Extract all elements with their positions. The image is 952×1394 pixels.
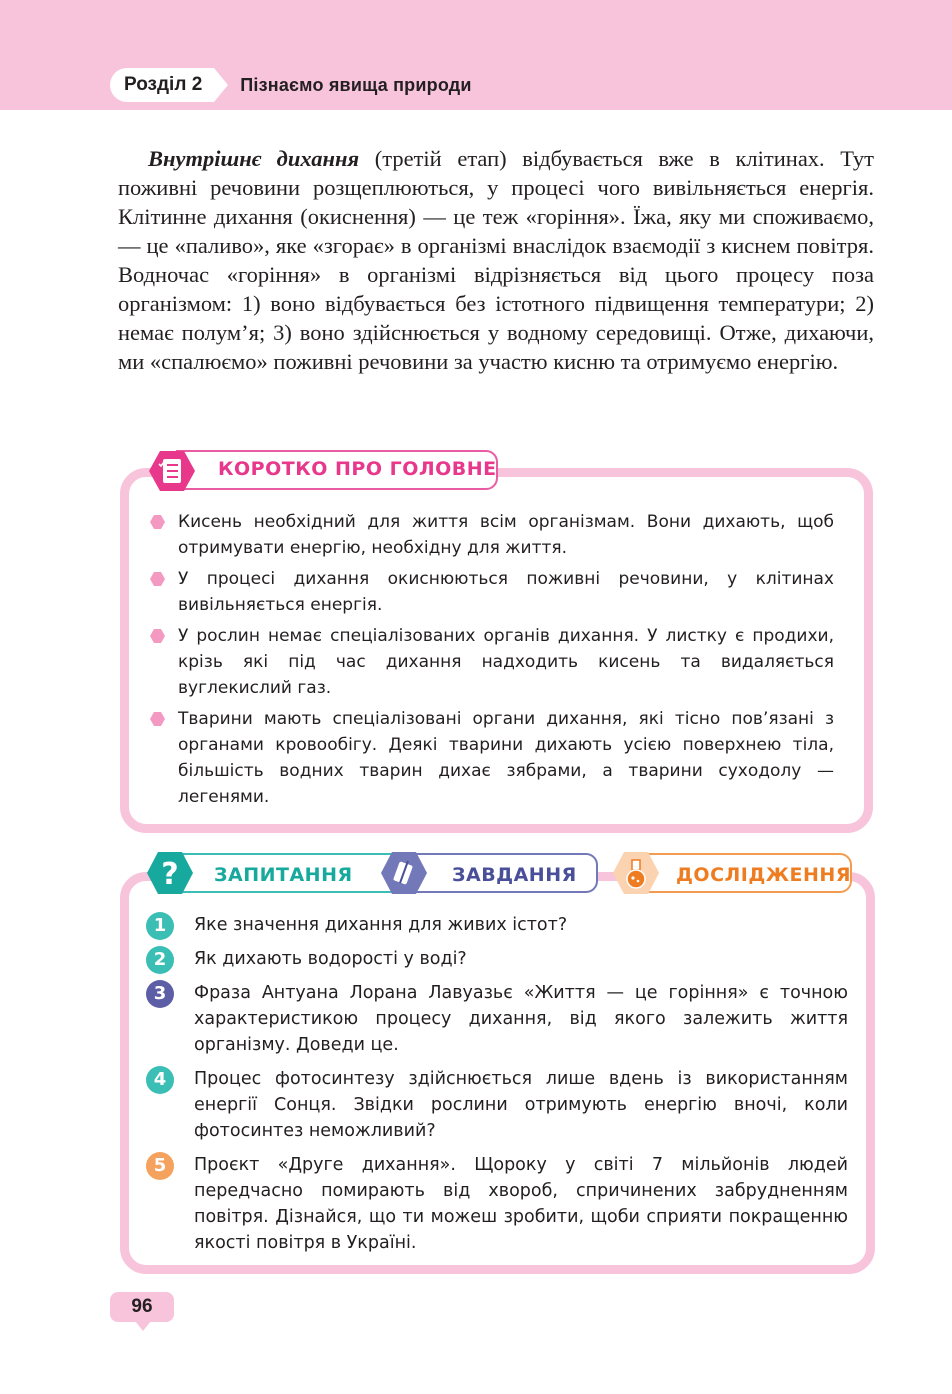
tab-tasks xyxy=(402,853,598,893)
question-mark-icon xyxy=(146,851,194,895)
question-text: Процес фотосинтезу здійснюється лише вдень із використанням енергії Сонця. Звідки рослини отримують енергію вночі, коли фотосинтез неможливий? xyxy=(194,1069,848,1141)
tasks-tabs xyxy=(146,851,856,895)
tab-questions-label: ЗАПИТАННЯ xyxy=(214,864,353,886)
question-text: Фраза Антуана Лорана Лавуазьє «Життя — це горіння» є точною характеристикою процесу дихання, від якого залежить життя організму. Доведи це. xyxy=(194,983,848,1055)
bullet-hexagon-icon xyxy=(150,712,165,726)
question-text: Як дихають водорості у воді? xyxy=(194,949,467,969)
question-text: Проєкт «Друге дихання». Щороку у світі 7 мільйонів людей передчасно помирають від хвороб, спричинених забрудненням повітря. Дізнайся, що ти можеш зробити, щоби сприяти покращенню якості повітря в Україні. xyxy=(194,1155,848,1253)
page-number: 96 xyxy=(110,1292,174,1322)
flask-icon xyxy=(612,851,660,895)
tab-research-label: ДОСЛІДЖЕННЯ xyxy=(676,864,851,886)
summary-item-text: У рослин немає спеціалізованих органів дихання. У листку є продихи, крізь які під час дихання надходить кисень та видаляється вуглекислий газ. xyxy=(178,626,834,698)
main-paragraph xyxy=(118,144,874,376)
summary-item-text: Тварини мають спеціалізовані органи дихання, які тісно пов’язані з органами кровообігу. Деякі тварини дихають усією поверхнею тіла, більшість водних тварин дихає зябрами, а тварини суходолу — легенями. xyxy=(178,709,834,807)
list-item xyxy=(150,706,834,810)
tab-tasks-label: ЗАВДАННЯ xyxy=(452,864,577,886)
section-breadcrumb xyxy=(110,68,472,102)
list-item xyxy=(150,509,834,561)
question-number: 4 xyxy=(146,1066,174,1094)
question-number: 5 xyxy=(146,1152,174,1180)
bullet-hexagon-icon xyxy=(150,572,165,586)
section-label: Розділ 2 xyxy=(110,68,214,102)
tasks-list xyxy=(146,912,848,1264)
section-title: Пізнаємо явища природи xyxy=(240,74,472,95)
summary-header xyxy=(148,450,498,490)
list-item xyxy=(146,912,848,938)
list-item xyxy=(150,566,834,618)
question-number: 1 xyxy=(146,912,174,940)
bullet-hexagon-icon xyxy=(150,629,165,643)
section-arrow xyxy=(214,68,228,102)
list-item xyxy=(150,623,834,701)
checklist-icon xyxy=(148,450,196,492)
main-paragraph-text: (третій етап) відбувається вже в клітинах. Тут поживні речовини розщеплюються, у процесі чого вивільняється енергія. Клітинне дихання (окиснення) — це теж «горіння». Їжа, яку ми споживаємо, — це «паливо», яке «згорає» в організмі внаслідок взаємодії з киснем повітря. Водночас «горіння» в організмі відрізняється від цього процесу поза організмом: 1) воно відбувається без істотного підвищення температури; 2) немає полум’я; 3) воно здійснюється у водному середовищі. Отже, дихаючи, ми «спалюємо» поживні речовини за участю кисню та отримуємо енергію. xyxy=(118,146,875,374)
summary-item-text: У процесі дихання окиснюються поживні речовини, у клітинах вивільняється енергія. xyxy=(178,569,834,615)
pencil-note-icon xyxy=(380,851,428,895)
page-number-tip xyxy=(135,1321,151,1331)
main-term: Внутрішнє дихання xyxy=(148,146,360,171)
summary-item-text: Кисень необхідний для життя всім організмам. Вони дихають, щоб отримувати енергію, необхідну для життя. xyxy=(178,512,834,558)
tab-research xyxy=(636,853,852,893)
summary-list xyxy=(150,509,834,815)
list-item xyxy=(146,946,848,972)
question-number: 2 xyxy=(146,946,174,974)
questions-icon-glyph: ? xyxy=(161,857,179,892)
question-number: 3 xyxy=(146,980,174,1008)
summary-title: КОРОТКО ПРО ГОЛОВНЕ xyxy=(218,458,497,480)
list-item xyxy=(146,1066,848,1144)
list-item xyxy=(146,980,848,1058)
bullet-hexagon-icon xyxy=(150,515,165,529)
question-text: Яке значення дихання для живих істот? xyxy=(194,915,568,935)
list-item xyxy=(146,1152,848,1256)
